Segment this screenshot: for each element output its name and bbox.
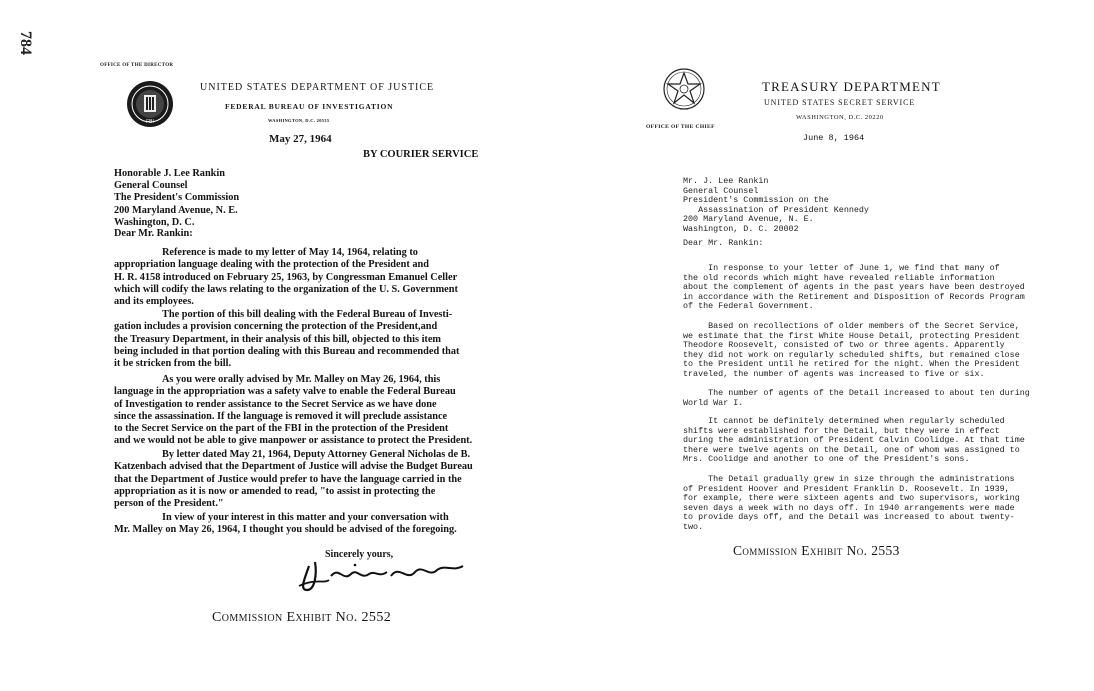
text-line: to provide days off, and the Detail was increased to about twenty- bbox=[683, 512, 1015, 523]
address-line: Washington, D. C. bbox=[114, 216, 195, 228]
paragraph-2 bbox=[683, 322, 1020, 380]
text-line: it be stricken from the bill. bbox=[114, 358, 232, 370]
text-line: to the President until he retired for the night. When the President bbox=[683, 359, 1020, 370]
paragraph-1 bbox=[683, 264, 1025, 312]
paragraph-2 bbox=[114, 309, 459, 370]
text-line: the old records which might have revealed reliable information bbox=[683, 272, 995, 283]
text-line: we estimate that the first White House Detail, protecting President bbox=[683, 330, 1020, 341]
address-line: Mr. J. Lee Rankin bbox=[683, 176, 769, 186]
text-line: Based on recollections of older members of the Secret Service, bbox=[683, 321, 1020, 331]
paragraph-3 bbox=[683, 389, 1030, 408]
text-line: seven days a week with no days off. In 1940 arrangements were made bbox=[683, 502, 1015, 513]
closing: Sincerely yours, bbox=[325, 549, 394, 560]
text-line: being included in that portion dealing with this Bureau and recommended that bbox=[114, 345, 460, 357]
text-line: H. R. 4158 introduced on February 25, 1963, by Congressman Emanuel Celler bbox=[114, 271, 458, 283]
letter-date: June 8, 1964 bbox=[803, 133, 865, 143]
text-line: there were twelve agents on the Detail, one of whom was assigned to bbox=[683, 444, 1020, 455]
office-of-chief-label: OFFICE OF THE CHIEF bbox=[646, 124, 715, 130]
seal-label: FBI bbox=[146, 119, 154, 125]
text-line: In view of your interest in this matter and your conversation with bbox=[162, 512, 449, 523]
delivery-method: BY COURIER SERVICE bbox=[363, 149, 479, 160]
text-line: since the assassination. If the language is removed it will preclude assistance bbox=[114, 410, 448, 422]
exhibit-caption: Commission Exhibit No. 2552 bbox=[212, 610, 392, 625]
text-line: traveled, the number of agents was increased to five or six. bbox=[683, 368, 985, 379]
service-heading: UNITED STATES SECRET SERVICE bbox=[764, 98, 916, 107]
text-line: of the Federal Government. bbox=[683, 301, 814, 312]
text-line: The Detail gradually grew in size through the administrations bbox=[683, 474, 1015, 484]
address-line: Washington, D. C. 20002 bbox=[683, 223, 799, 234]
city-line: WASHINGTON, D.C. 20535 bbox=[268, 118, 330, 123]
text-line: It cannot be definitely determined when regularly scheduled bbox=[683, 416, 1005, 426]
letter-date: May 27, 1964 bbox=[269, 133, 332, 145]
text-line: Reference is made to my letter of May 14, 1964, relating to bbox=[162, 247, 418, 258]
text-line: As you were orally advised by Mr. Malley on May 26, 1964, this bbox=[162, 374, 441, 385]
address-line: 200 Maryland Avenue, N. E. bbox=[683, 214, 814, 225]
paragraph-4 bbox=[683, 417, 1025, 465]
text-line: gation includes a provision concerning the protection of the President,and bbox=[114, 321, 438, 333]
address-line: The President's Commission bbox=[114, 192, 240, 204]
text-line: the Treasury Department, in their analysis of this bill, objected to this item bbox=[114, 333, 442, 345]
text-line: in accordance with the Retirement and Disposition of Records Program bbox=[683, 291, 1025, 302]
text-line: shifts were established for the Detail, but they were in effect bbox=[683, 425, 1000, 436]
salutation: Dear Mr. Rankin: bbox=[683, 238, 764, 248]
text-line: appropriation language dealing with the protection of the President and bbox=[114, 259, 429, 271]
text-line: appropriation as it is now or amended to read, "to assist in protecting the bbox=[114, 485, 436, 497]
text-line: which will codify the laws relating to the organization of the U. S. Government bbox=[114, 283, 458, 295]
paragraph-3 bbox=[114, 374, 472, 448]
text-line: The number of agents of the Detail increased to about ten during bbox=[683, 388, 1030, 398]
department-heading: UNITED STATES DEPARTMENT OF JUSTICE bbox=[200, 82, 435, 93]
text-line: for example, there were sixteen agents and two supervisors, working bbox=[683, 493, 1020, 504]
signature-icon bbox=[295, 556, 470, 594]
text-line: Theodore Roosevelt, consisted of two or three agents. Apparently bbox=[683, 340, 1005, 351]
text-line: they did not work on regularly scheduled shifts, but remained close bbox=[683, 349, 1020, 360]
recipient-address bbox=[114, 168, 239, 229]
text-line: of Investigation to render assistance to the Secret Service as we have done bbox=[114, 398, 437, 410]
text-line: that the Department of Justice would prefer to have the language carried in the bbox=[114, 473, 462, 485]
recipient-address bbox=[683, 177, 869, 235]
text-line: language in the appropriation was a safety valve to enable the Federal Bureau bbox=[114, 386, 456, 398]
paragraph-1 bbox=[114, 247, 458, 308]
text-line: to the Secret Service on the part of the FBI in the protection of the President bbox=[114, 423, 449, 435]
text-line: By letter dated May 21, 1964, Deputy Attorney General Nicholas de B. bbox=[162, 449, 471, 460]
bureau-heading: FEDERAL BUREAU OF INVESTIGATION bbox=[225, 102, 394, 111]
fbi-seal-icon bbox=[126, 80, 174, 128]
text-line: and we would not be able to give manpower or assistance to protect the President. bbox=[114, 435, 473, 447]
address-line: General Counsel bbox=[114, 180, 188, 192]
address-line: General Counsel bbox=[683, 185, 759, 196]
salutation: Dear Mr. Rankin: bbox=[114, 228, 193, 239]
address-line: President's Commission on the bbox=[683, 195, 829, 206]
paragraph-4 bbox=[114, 449, 473, 510]
address-line: Assassination of President Kennedy bbox=[683, 204, 869, 215]
text-line: The portion of this bill dealing with the Federal Bureau of Investi- bbox=[162, 309, 453, 320]
paragraph-5 bbox=[114, 512, 457, 537]
exhibit-caption: Commission Exhibit No. 2553 bbox=[733, 543, 900, 558]
text-line: and its employees. bbox=[114, 296, 194, 308]
text-line: during the administration of President Calvin Coolidge. At that time bbox=[683, 435, 1025, 446]
text-line: about the complement of agents in the past years have been destroyed bbox=[683, 282, 1025, 293]
secret-service-star-icon bbox=[662, 67, 706, 111]
text-line: In response to your letter of June 1, we find that many of bbox=[683, 263, 1000, 273]
paragraph-5 bbox=[683, 475, 1020, 533]
text-line: two. bbox=[683, 521, 704, 532]
address-line: Honorable J. Lee Rankin bbox=[114, 168, 225, 179]
text-line: Mr. Malley on May 26, 1964, I thought you should be advised of the foregoing. bbox=[114, 524, 457, 536]
text-line: person of the President." bbox=[114, 498, 224, 510]
department-heading: TREASURY DEPARTMENT bbox=[762, 79, 941, 94]
address-line: 200 Maryland Avenue, N. E. bbox=[114, 204, 238, 216]
text-line: Mrs. Coolidge and another to one of the President's sons. bbox=[683, 454, 970, 465]
text-line: of President Hoover and President Franklin D. Roosevelt. In 1939, bbox=[683, 483, 1010, 494]
text-line: World War I. bbox=[683, 397, 744, 408]
text-line: Katzenbach advised that the Department of Justice will advise the Budget Bureau bbox=[114, 461, 473, 473]
city-line: WASHINGTON, D.C. 20220 bbox=[796, 114, 884, 121]
page-number: 784 bbox=[17, 31, 34, 55]
office-of-director-label: OFFICE OF THE DIRECTOR bbox=[100, 63, 174, 68]
